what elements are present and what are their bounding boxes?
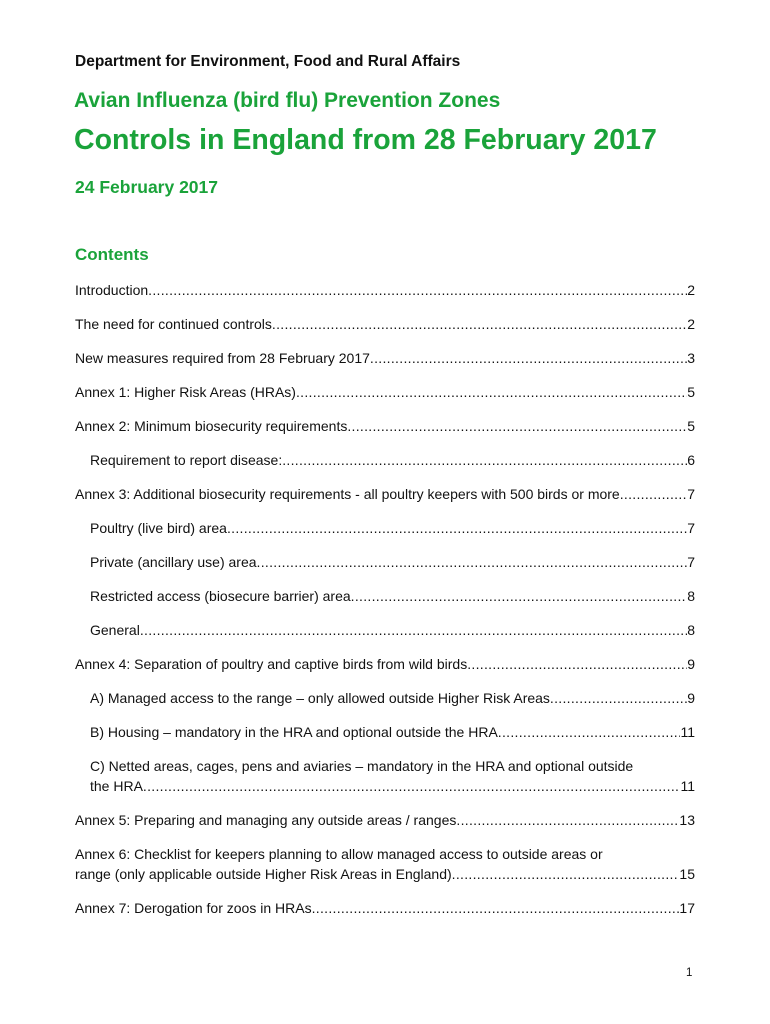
toc-entry-title-line1: C) Netted areas, cages, pens and aviaries – mandatory in the HRA and optional outside	[90, 758, 634, 774]
toc-entry-page: 9	[687, 690, 695, 706]
toc-entry-page: 5	[687, 418, 695, 434]
toc-entry[interactable]	[75, 654, 695, 674]
toc-entry-line2	[90, 776, 695, 796]
toc-entry-page: 6	[687, 452, 695, 468]
toc-leader-dots	[227, 518, 687, 538]
toc-entry-title: Poultry (live bird) area	[90, 520, 227, 536]
toc-subentry[interactable]	[75, 756, 695, 796]
toc-subentry[interactable]	[75, 450, 695, 470]
toc-entry-page: 11	[680, 778, 695, 794]
toc-entry-page: 2	[687, 316, 695, 332]
toc-entry[interactable]	[75, 416, 695, 436]
toc-leader-dots	[148, 280, 687, 300]
document-date: 24 February 2017	[75, 177, 219, 197]
toc-leader-dots	[370, 348, 687, 368]
toc-subentry[interactable]	[75, 620, 695, 640]
toc-entry[interactable]	[75, 314, 695, 334]
toc-leader-dots	[272, 314, 687, 334]
toc-leader-dots	[550, 688, 687, 708]
toc-entry-page: 7	[687, 554, 695, 570]
toc-entry-title: Annex 7: Derogation for zoos in HRAs	[75, 900, 312, 916]
toc-entry-page: 8	[687, 622, 695, 638]
toc-entry-page: 2	[687, 282, 695, 298]
toc-entry[interactable]	[75, 898, 695, 918]
toc-entry[interactable]	[75, 844, 695, 884]
toc-entry-title: Annex 2: Minimum biosecurity requirements	[75, 418, 348, 434]
department-name: Department for Environment, Food and Rural Affairs	[75, 53, 461, 70]
toc-entry[interactable]	[75, 382, 695, 402]
toc-leader-dots	[467, 654, 687, 674]
toc-entry-title: A) Managed access to the range – only allowed outside Higher Risk Areas	[90, 690, 550, 706]
toc-subentry[interactable]	[75, 586, 695, 606]
toc-entry-title: Private (ancillary use) area	[90, 554, 257, 570]
toc-entry-title-line2: range (only applicable outside Higher Risk Areas in England)	[75, 866, 452, 882]
toc-entry[interactable]	[75, 280, 695, 300]
toc-leader-dots	[282, 450, 687, 470]
toc-entry-page: 8	[687, 588, 695, 604]
toc-leader-dots	[296, 382, 687, 402]
contents-heading: Contents	[75, 245, 149, 264]
toc-entry-title: Restricted access (biosecure barrier) area	[90, 588, 351, 604]
toc-entry-title-line1: Annex 6: Checklist for keepers planning to allow managed access to outside areas or	[75, 846, 603, 862]
toc-entry-title: Requirement to report disease:	[90, 452, 283, 468]
toc-entry[interactable]	[75, 348, 695, 368]
toc-entry-title: B) Housing – mandatory in the HRA and optional outside the HRA	[90, 724, 498, 740]
toc-entry-page: 13	[679, 812, 695, 828]
toc-leader-dots	[257, 552, 688, 572]
toc-entry-title: Annex 5: Preparing and managing any outside areas / ranges	[75, 812, 457, 828]
toc-leader-dots	[351, 586, 688, 606]
toc-entry[interactable]	[75, 810, 695, 830]
toc-entry-page: 7	[687, 520, 695, 536]
toc-entry-page: 15	[679, 866, 695, 882]
toc-leader-dots	[620, 484, 687, 504]
toc-entry-page: 11	[680, 724, 695, 740]
toc-entry[interactable]	[75, 484, 695, 504]
toc-leader-dots	[312, 898, 680, 918]
toc-leader-dots	[143, 776, 681, 796]
toc-entry-title: Introduction	[75, 282, 149, 298]
toc-leader-dots	[456, 810, 679, 830]
table-of-contents	[75, 280, 695, 918]
toc-entry-page: 17	[679, 900, 695, 916]
document-title: Controls in England from 28 February 2017	[74, 124, 657, 156]
page-number: 1	[686, 967, 693, 979]
toc-entry-title: General	[90, 622, 140, 638]
toc-subentry[interactable]	[75, 722, 695, 742]
toc-entry-page: 9	[687, 656, 695, 672]
toc-entry-page: 5	[687, 384, 695, 400]
toc-entry-title-line2: the HRA	[90, 778, 143, 794]
toc-entry-title: Annex 1: Higher Risk Areas (HRAs)	[75, 384, 296, 400]
toc-entry-page: 7	[687, 486, 695, 502]
toc-subentry[interactable]	[75, 688, 695, 708]
toc-leader-dots	[498, 722, 681, 742]
toc-entry-line2	[75, 864, 695, 884]
toc-entry-title: The need for continued controls	[75, 316, 272, 332]
document-subtitle: Avian Influenza (bird flu) Prevention Zones	[74, 89, 501, 112]
toc-leader-dots	[140, 620, 687, 640]
toc-subentry[interactable]	[75, 552, 695, 572]
toc-leader-dots	[347, 416, 687, 436]
toc-subentry[interactable]	[75, 518, 695, 538]
toc-entry-title: Annex 3: Additional biosecurity requirements - all poultry keepers with 500 birds or more	[75, 486, 620, 502]
toc-entry-title: Annex 4: Separation of poultry and captive birds from wild birds	[75, 656, 468, 672]
toc-leader-dots	[452, 864, 680, 884]
toc-entry-page: 3	[687, 350, 695, 366]
toc-entry-title: New measures required from 28 February 2017	[75, 350, 370, 366]
